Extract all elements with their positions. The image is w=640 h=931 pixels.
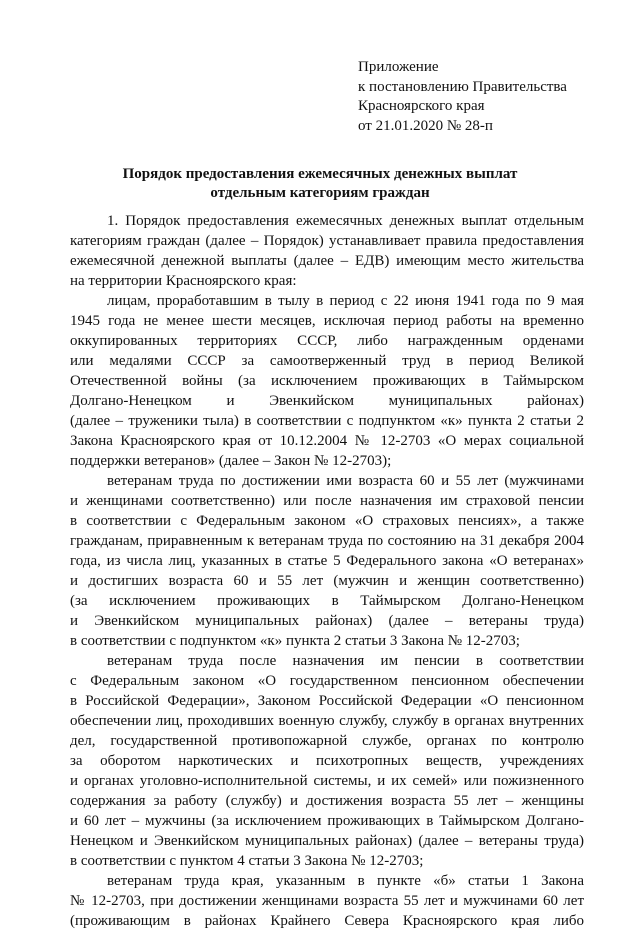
body-text-line: Отечественной войны (за исключением проживающих в Таймырском <box>70 373 584 389</box>
document-title <box>100 165 540 203</box>
body-text-line: за оборотом наркотических и психотропных веществ, учреждениях <box>70 753 584 769</box>
appendix-block <box>358 58 567 136</box>
body-text-line: лицам, проработавшим в тылу в период с 22 июня 1941 года по 9 мая <box>107 293 584 309</box>
body-text-line: года, из числа лиц, указанных в статье 5 Федерального закона «О ветеранах» <box>70 553 584 569</box>
body-text-line: и Эвенкийском муниципальных районах) (далее – ветераны труда) <box>70 613 584 629</box>
body-text-line: ветеранам труда после назначения им пенсии в соответствии <box>107 653 584 669</box>
title-line-2: отдельным категориям граждан <box>210 185 430 201</box>
body-text-line: гражданам, приравненным к ветеранам труда по состоянию на 31 декабря 2004 <box>70 533 584 549</box>
body-text-line: (проживающим в районах Крайнего Севера Красноярского края либо <box>70 913 584 929</box>
body-text-line: дел, государственной противопожарной службе, органах по контролю <box>70 733 584 749</box>
body-text-line: № 12-2703, при достижении женщинами возраста 55 лет и мужчинами 60 лет <box>70 893 584 909</box>
title-line-1: Порядок предоставления ежемесячных денежных выплат <box>122 166 518 182</box>
body-text-line: Закона Красноярского края от 10.12.2004 № 12-2703 «О мерах социальной <box>70 433 584 449</box>
body-text-line: и 60 лет – мужчины (за исключением проживающих в Таймырском Долгано- <box>70 813 584 829</box>
body-text-line: и органах уголовно-исполнительной системы, и их семей» или пожизненного <box>70 773 584 789</box>
body-text-line: Долгано-Ненецком и Эвенкийском муниципальных районах) <box>70 393 584 409</box>
appendix-line-2: к постановлению Правительства <box>358 78 567 95</box>
body-text-line: содержания за работу (службу) и достижения возраста 55 лет – женщины <box>70 793 584 809</box>
body-text-line: поддержки ветеранов» (далее – Закон № 12-2703); <box>70 453 392 469</box>
body-text-line: ветеранам труда края, указанным в пункте «б» статьи 1 Закона <box>107 873 584 889</box>
body-text-line: (за исключением проживающих в Таймырском Долгано-Ненецком <box>70 593 584 609</box>
document-body <box>70 211 584 931</box>
body-text-line: или медалями СССР за самоотверженный труд в период Великой <box>70 353 584 369</box>
body-text-line: и достигших возраста 60 и 55 лет (мужчин и женщин соответственно) <box>70 573 584 589</box>
appendix-line-1: Приложение <box>358 59 439 75</box>
body-text-line: в соответствии с пунктом 4 статьи 3 Закона № 12-2703; <box>70 853 424 869</box>
body-text-line: в Российской Федерации», Законом Российской Федерации «О пенсионном <box>70 693 584 709</box>
appendix-line-3: Красноярского края <box>358 98 485 114</box>
body-text-line: оккупированных территориях СССР, либо награжденным орденами <box>70 333 584 349</box>
body-text-line: 1. Порядок предоставления ежемесячных денежных выплат отдельным <box>107 213 584 229</box>
body-text-line: (далее – труженики тыла) в соответствии с подпунктом «к» пункта 2 статьи 2 <box>70 413 584 429</box>
body-text-line: ежемесячной денежной выплаты (далее – ЕДВ) имеющим место жительства <box>70 253 584 269</box>
body-text-line: 1945 года не менее шести месяцев, исключая период работы на временно <box>70 313 584 329</box>
body-text-line: обеспечении лиц, проходивших военную службу, службу в органах внутренних <box>70 713 584 729</box>
body-text-line: Ненецком и Эвенкийском муниципальных районах) (далее – ветераны труда) <box>70 833 584 849</box>
appendix-line-4: от 21.01.2020 № 28-п <box>358 117 493 134</box>
body-text-line: на территории Красноярского края: <box>70 273 297 289</box>
body-text-line: с Федеральным законом «О государственном пенсионном обеспечении <box>70 673 584 689</box>
body-text-line: в соответствии с подпунктом «к» пункта 2 статьи 3 Закона № 12-2703; <box>70 633 520 649</box>
body-text-line: и женщинами соответственно) или после назначения им страховой пенсии <box>70 493 584 509</box>
body-text-line: в соответствии с Федеральным законом «О страховых пенсиях», а также <box>70 513 584 529</box>
body-text-line: категориям граждан (далее – Порядок) устанавливает правила предоставления <box>70 233 584 249</box>
body-text-line: ветеранам труда по достижении ими возраста 60 и 55 лет (мужчинами <box>107 473 584 489</box>
